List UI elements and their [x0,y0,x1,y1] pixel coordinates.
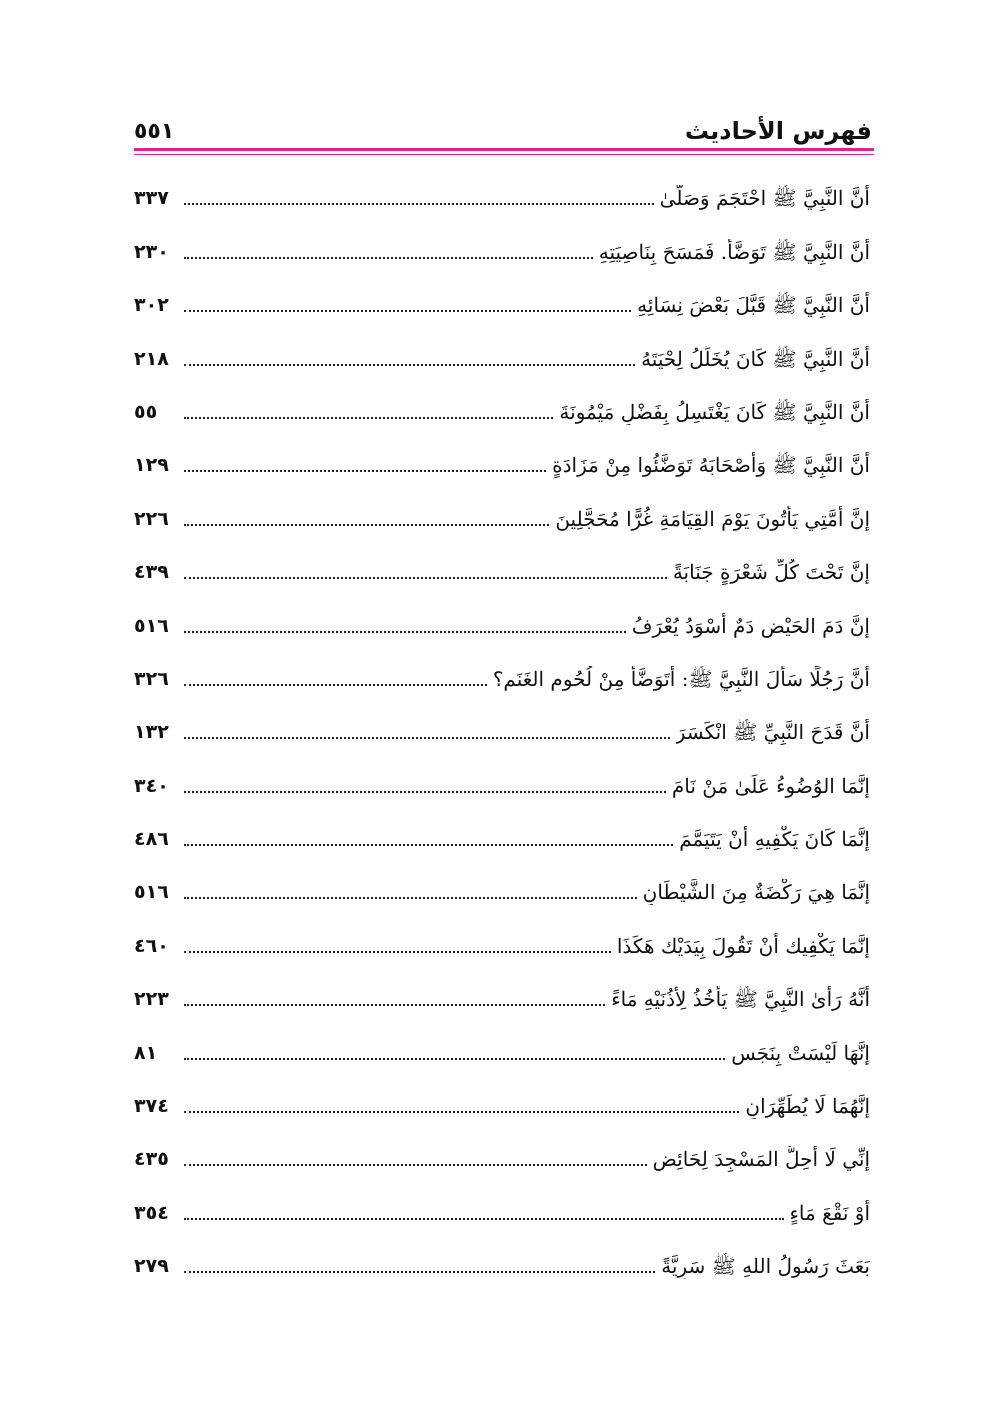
entry-text: إِنَّمَا يَكْفِيك أَنْ تَقُولَ بِيَدَيْك هَكَذَا [616,933,870,958]
entry-text: أَنَّ قَدَحَ النَّبِيِّ ﷺ انْكَسَرَ [675,720,870,745]
entry-page-number: ٣٤٠ [134,774,169,797]
entry-text: أَنَّ النَّبِيَّ ﷺ احْتَجَمَ وَصَلَّىٰ [659,186,870,211]
entry-page-number: ٢٣٠ [134,240,169,263]
dot-leader [184,524,549,526]
index-entry [134,1133,870,1186]
index-entry [134,973,870,1026]
index-entry [134,332,870,385]
index-entry [134,492,870,545]
dot-leader [184,684,487,686]
dot-leader [184,257,593,259]
index-entry [134,653,870,706]
dot-leader [184,310,631,312]
entry-text: أَنَّ النَّبِيَّ ﷺ كَانَ يَغْتَسِلُ بِفَضْلِ مَيْمُونَةَ [559,399,870,424]
index-entry [134,1026,870,1079]
entry-page-number: ٥١٦ [134,614,169,637]
dot-leader [184,1164,647,1166]
index-entry [134,439,870,492]
dot-leader [184,1218,784,1220]
entry-page-number: ٣٣٧ [134,187,169,210]
entry-page-number: ٣٥٤ [134,1201,169,1224]
index-entry [134,172,870,225]
dot-leader [184,791,666,793]
dot-leader [184,1271,655,1273]
dot-leader [184,631,626,633]
entry-text: إِنَّمَا الوُضُوءُ عَلَىٰ مَنْ نَامَ [671,773,870,798]
dot-leader [184,897,637,899]
entry-text: إِنَّ تَحْتَ كُلِّ شَعْرَةٍ جَنَابَةً [672,560,870,585]
entry-page-number: ٥١٦ [134,881,169,904]
entry-page-number: ٤٣٥ [134,1148,169,1171]
index-entry [134,759,870,812]
header-rule-thick [134,148,874,151]
entry-text: إِنَّ أُمَّتِي يَأْتُونَ يَوْمَ القِيَامَةِ غُرًّا مُحَجَّلِينَ [555,506,870,531]
index-entry [134,1080,870,1133]
entry-page-number: ٢٧٩ [134,1255,169,1278]
entry-page-number: ٢٢٦ [134,507,169,530]
entry-text: أَنَّ النَّبِيَّ ﷺ كَانَ يُخَلِّلُ لِحْيَتَهُ [641,346,870,371]
index-entry [134,1186,870,1239]
page-number: ٥٥١ [134,119,175,144]
dot-leader [184,417,553,419]
index-entry [134,706,870,759]
entry-page-number: ١٢٩ [134,454,169,477]
page-header [134,112,874,152]
dot-leader [184,1111,739,1113]
entry-text: بَعَثَ رَسُولُ اللهِ ﷺ سَرِيَّةً [661,1254,870,1279]
entry-page-number: ٤٨٦ [134,828,169,851]
index-entry [134,279,870,332]
entry-text: إِنَّهُمَا لَا يُطَهِّرَانِ [745,1094,870,1119]
dot-leader [184,203,654,205]
entry-page-number: ٣٢٦ [134,667,169,690]
entry-page-number: ١٣٢ [134,721,169,744]
index-entry [134,866,870,919]
header-rule-thin [134,154,874,155]
dot-leader [184,737,670,739]
entry-page-number: ٥٥ [134,400,158,423]
index-entry [134,225,870,278]
index-entry [134,1240,870,1293]
entry-page-number: ٤٦٠ [134,934,169,957]
entry-text: أَنَّهُ رَأَىٰ النَّبِيَّ ﷺ يَأْخُذُ لِأُذُنَيْهِ مَاءً [611,987,870,1012]
dot-leader [184,1004,605,1006]
dot-leader [184,470,546,472]
entry-text: أَنَّ النَّبِيَّ ﷺ وَأَصْحَابَهُ تَوَضَّئُوا مِنْ مَزَادَةٍ [552,453,870,478]
dot-leader [184,1058,725,1060]
entry-page-number: ٢١٨ [134,347,169,370]
entry-page-number: ٢٢٣ [134,988,169,1011]
index-entry [134,599,870,652]
entry-text: أَنَّ النَّبِيَّ ﷺ قَبَّلَ بَعْضَ نِسَائِهِ [637,293,870,318]
entry-page-number: ٨١ [134,1041,158,1064]
entry-text: أَوْ نَقْعَ مَاءٍ [789,1200,870,1225]
dot-leader [184,844,673,846]
entry-page-number: ٤٣٩ [134,561,169,584]
dot-leader [184,577,667,579]
entry-text: إِنَّهَا لَيْسَتْ بِنَجَسٍ [731,1040,870,1065]
page-title: فهرس الأحاديث [684,117,872,145]
index-entry [134,919,870,972]
entry-text: إِنَّمَا هِيَ رَكْضَةٌ مِنَ الشَّيْطَانِ [642,880,870,905]
dot-leader [184,951,611,953]
index-entry [134,813,870,866]
index-entry [134,386,870,439]
entry-text: أَنَّ رَجُلًا سَأَلَ النَّبِيَّ ﷺ: أَتَوَضَّأُ مِنْ لُحُومِ الغَنَمِ؟ [492,666,870,691]
entry-page-number: ٣٧٤ [134,1095,169,1118]
entry-text: أَنَّ النَّبِيَّ ﷺ تَوَضَّأَ. فَمَسَحَ بِنَاصِيَتِهِ [598,239,870,264]
entry-page-number: ٣٠٢ [134,294,169,317]
entry-text: إِنَّمَا كَانَ يَكْفِيهِ أَنْ يَتَيَمَّمَ [679,827,870,852]
hadith-index-list [134,172,870,1293]
index-entry [134,546,870,599]
entry-text: إِنِّي لَا أُحِلُّ المَسْجِدَ لِحَائِضٍ [652,1147,870,1172]
dot-leader [184,364,635,366]
entry-text: إِنَّ دَمَ الحَيْضِ دَمٌ أَسْوَدُ يُعْرَفُ [631,613,870,638]
